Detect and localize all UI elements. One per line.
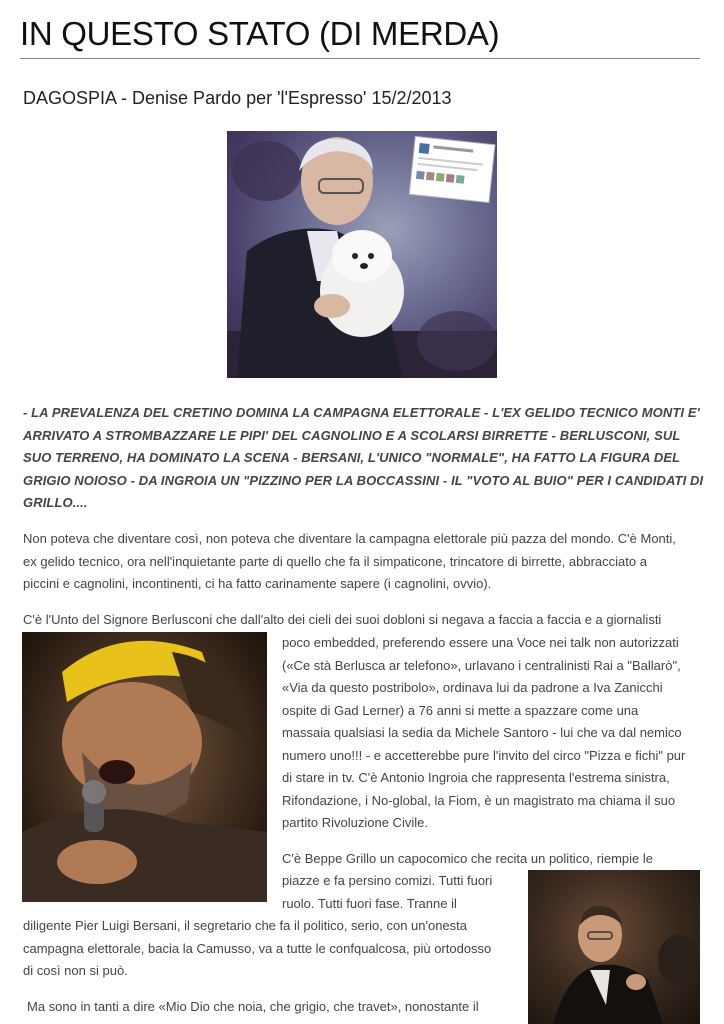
paragraph-2-line-10: partito Rivoluzione Civile. [282,815,428,830]
monti-photo-art [227,131,497,378]
paragraph-1-line-2: ex gelido tecnico, ora nell'inquietante parte di quello che fa il simpaticone, trincatore di birrette, abbracciato a [23,554,647,569]
paragraph-3-line-5: campagna elettorale, bacia la Camusso, va a tutte le confqualcosa, più ortodosso [23,941,492,956]
paragraph-1-line-1: Non poteva che diventare così, non poteva che diventare la campagna elettorale più pazza del mondo. C'è Monti, [23,531,676,546]
paragraph-2-line-1: C'è l'Unto del Signore Berlusconi che dall'alto dei cieli dei suoi dobloni si negava a faccia a faccia e a giornalisti [23,612,662,627]
paragraph-2-line-4: «Via da questo postribolo», ordinava lui da padrone a Iva Zanicchi [282,680,663,695]
paragraph-3-line-2: piazze e fa persino comizi. Tutti fuori [282,873,493,888]
grillo-photo [22,632,267,902]
paragraph-1-line-3: piccini e cagnolini, incontinenti, ci ha fatto carinamente sapere (i cagnolini, ovvio). [23,576,492,591]
paragraph-2-line-8: di stare in tv. C'è Antonio Ingroia che rappresenta l'estrema sinistra, [282,770,670,785]
paragraph-2-line-3: («Ce stà Berlusca ar telefono», urlavano i centralinisti Rai a "Ballarò", [282,658,681,673]
paragraph-3-line-3: ruolo. Tutti fuori fase. Tranne il [282,896,457,911]
ingroia-photo [528,870,700,1024]
paragraph-2-line-9: Rifondazione, i No-global, la Fiom, è un magistrato ma chiama il suo [282,793,676,808]
article-lead: - LA PREVALENZA DEL CRETINO DOMINA LA CAMPAGNA ELETTORALE - L'EX GELIDO TECNICO MONTI E' ARRIVATO A STROMBAZZARE LE PIPI' DEL CAGNOLINO E A SCOLARSI BIRRETTE - BERLUSCONI, SUL SUO TERRENO, HA DOMINATO LA SCENA - BERSANI, L'UNICO "NORMALE", HA FATTO LA FIGURA DEL GRIGIO NOIOSO - DA INGROIA UN "PIZZINO PER LA BOCCASSINI - IL "VOTO AL BUIO" PER I CANDIDATI DI GRILLO.... [23,405,704,510]
paragraph-2-line-6: massaia qualsiasi la sedia da Michele Santoro - lui che va dal nemico [282,725,682,740]
ingroia-photo-art [528,870,700,1024]
article-source: DAGOSPIA - Denise Pardo per 'l'Espresso' 15/2/2013 [23,88,452,108]
paragraph-4-line-1: Ma sono in tanti a dire «Mio Dio che noia, che grigio, che travet», nonostante il [27,999,479,1014]
article-title: IN QUESTO STATO (DI MERDA) [20,12,700,59]
paragraph-2-line-2: poco embedded, preferendo essere una Voce nei talk non autorizzati [282,635,679,650]
monti-photo [227,131,497,378]
paragraph-3-line-1: C'è Beppe Grillo un capocomico che recita un politico, riempie le [282,851,654,866]
grillo-photo-art [22,632,267,902]
paragraph-3-line-4: diligente Pier Luigi Bersani, il segretario che fa il politico, serio, con un'onesta [23,918,468,933]
paragraph-2-line-5: ospite di Gad Lerner) a 76 anni si mette a spazzare come una [282,703,639,718]
paragraph-3-line-6: di così non si può. [23,963,128,978]
paragraph-2-line-7: numero uno!!! - e accetterebbe pure l'invito del circo "Pizza e fichi" pur [282,748,686,763]
